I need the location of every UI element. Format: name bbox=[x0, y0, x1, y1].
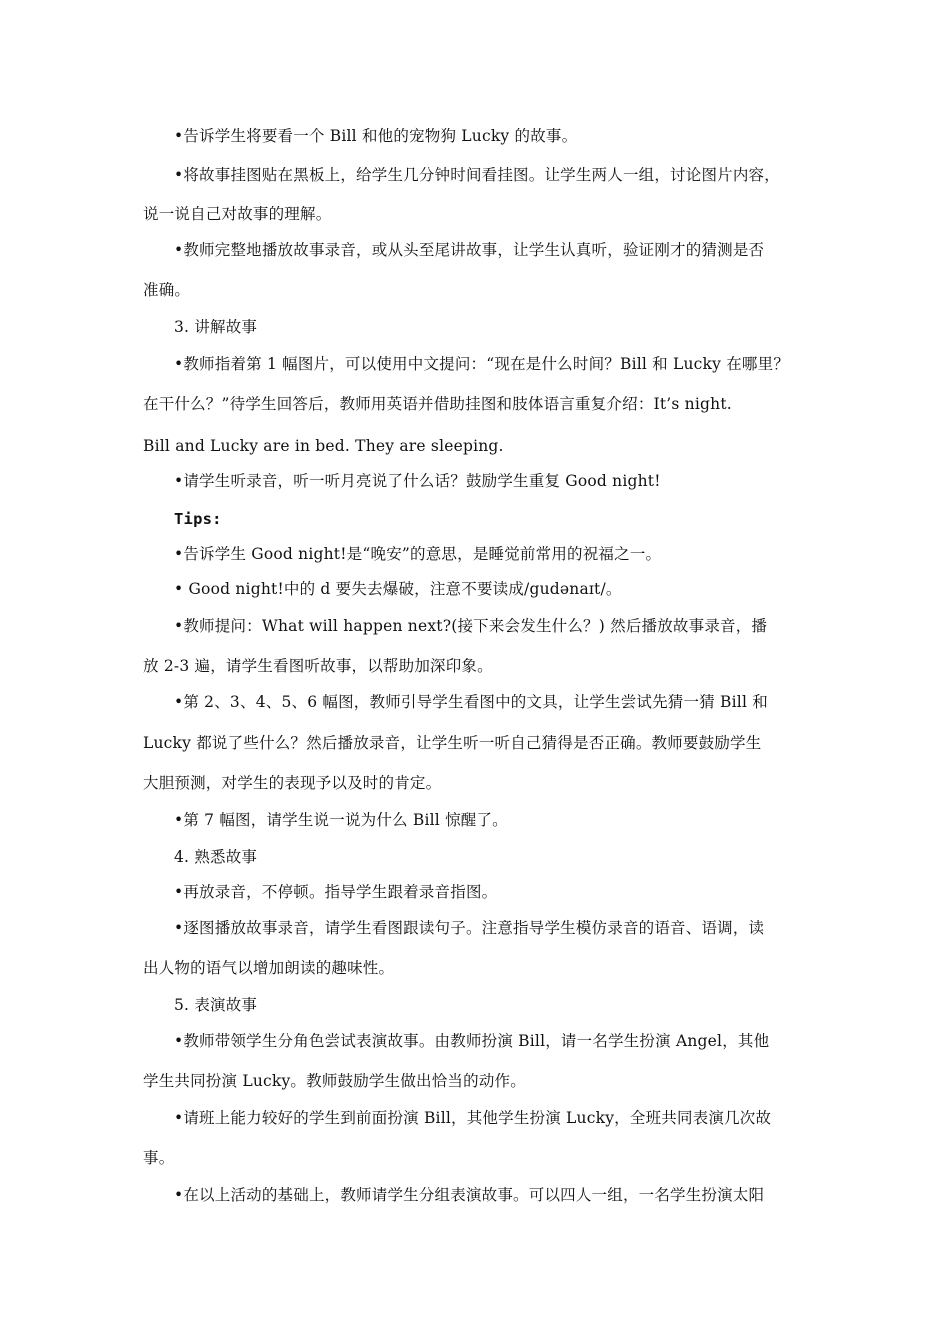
paragraph-line: • Good night!中的 d 要失去爆破，注意不要读成/gudənaɪt/。 bbox=[174, 580, 622, 598]
paragraph-line: Lucky 都说了些什么？然后播放录音，让学生听一听自己猜得是否正确。教师要鼓励学生 bbox=[143, 734, 762, 752]
paragraph-line: 说一说自己对故事的理解。 bbox=[143, 205, 332, 223]
paragraph-line: •逐图播放故事录音，请学生看图跟读句子。注意指导学生模仿录音的语音、语调，读 bbox=[174, 919, 765, 937]
paragraph-line: •再放录音，不停顿。指导学生跟着录音指图。 bbox=[174, 883, 498, 901]
paragraph-line: 学生共同扮演 Lucky。教师鼓励学生做出恰当的动作。 bbox=[143, 1072, 526, 1090]
paragraph-line: 大胆预测，对学生的表现予以及时的肯定。 bbox=[143, 774, 442, 792]
paragraph-line: •教师完整地播放故事录音，或从头至尾讲故事，让学生认真听，验证刚才的猜测是否 bbox=[174, 241, 765, 259]
section-heading: 5. 表演故事 bbox=[174, 996, 258, 1014]
tips-heading: Tips: bbox=[174, 510, 222, 528]
paragraph-line: •告诉学生将要看一个 Bill 和他的宠物狗 Lucky 的故事。 bbox=[174, 127, 578, 145]
paragraph-line: •请学生听录音，听一听月亮说了什么话？鼓励学生重复 Good night! bbox=[174, 472, 661, 490]
paragraph-line: •第 7 幅图，请学生说一说为什么 Bill 惊醒了。 bbox=[174, 811, 508, 829]
paragraph-line: •教师带领学生分角色尝试表演故事。由教师扮演 Bill，请一名学生扮演 Angel，其他 bbox=[174, 1032, 770, 1050]
paragraph-line: 出人物的语气以增加朗读的趣味性。 bbox=[143, 959, 395, 977]
paragraph-line: •第 2、3、4、5、6 幅图，教师引导学生看图中的文具，让学生尝试先猜一猜 Bill 和 bbox=[174, 693, 768, 711]
paragraph-line: •在以上活动的基础上，教师请学生分组表演故事。可以四人一组，一名学生扮演太阳 bbox=[174, 1186, 765, 1204]
section-heading: 3. 讲解故事 bbox=[174, 318, 258, 336]
paragraph-line: Bill and Lucky are in bed. They are sleeping. bbox=[143, 437, 504, 455]
paragraph-line: •告诉学生 Good night!是“晚安”的意思，是睡觉前常用的祝福之一。 bbox=[174, 545, 662, 563]
paragraph-line: •教师指着第 1 幅图片，可以使用中文提问：“现在是什么时间？Bill 和 Lucky 在哪里？ bbox=[174, 355, 790, 373]
paragraph-line: •请班上能力较好的学生到前面扮演 Bill，其他学生扮演 Lucky，全班共同表演几次故 bbox=[174, 1109, 772, 1127]
paragraph-line: •教师提问：What will happen next?(接下来会发生什么？) 然后播放故事录音，播 bbox=[174, 617, 768, 635]
section-heading: 4. 熟悉故事 bbox=[174, 848, 258, 866]
paragraph-line: 准确。 bbox=[143, 281, 191, 299]
paragraph-line: 事。 bbox=[143, 1149, 175, 1167]
paragraph-line: 放 2-3 遍，请学生看图听故事，以帮助加深印象。 bbox=[143, 657, 493, 675]
paragraph-line: 在干什么？”待学生回答后，教师用英语并借助挂图和肢体语言重复介绍：It’s night. bbox=[143, 395, 732, 413]
paragraph-line: •将故事挂图贴在黑板上，给学生几分钟时间看挂图。让学生两人一组，讨论图片内容， bbox=[174, 166, 780, 184]
